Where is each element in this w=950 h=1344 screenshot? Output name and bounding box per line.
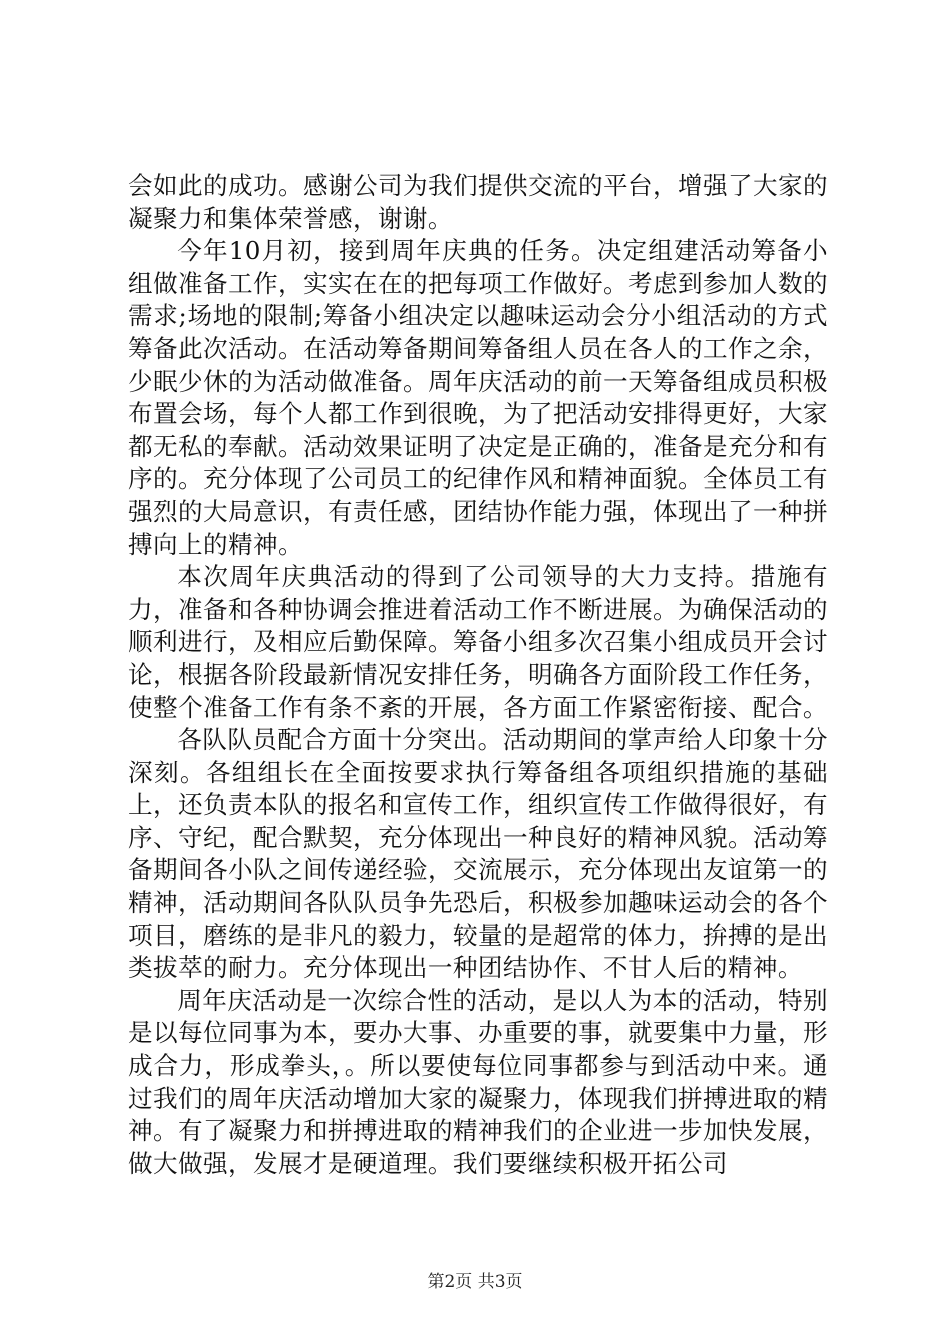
- paragraph-preparation: 今年10月初，接到周年庆典的任务。决定组建活动筹备小组做准备工作，实实在在的把每项工作做好。考虑到参加人数的需求;场地的限制;筹备小组决定以趣味运动会分小组活动的方式筹备此次活动。在活动筹备期间筹备组人员在各人的工作之余，少眠少休的为活动做准备。周年庆活动的前一天筹备组成员积极布置会场，每个人都工作到很晚，为了把活动安排得更好，大家都无私的奉献。活动效果证明了决定是正确的，准备是充分和有序的。充分体现了公司员工的纪律作风和精神面貌。全体员工有强烈的大局意识，有责任感，团结协作能力强，体现出了一种拼搏向上的精神。: [128, 236, 828, 559]
- paragraph-team-cooperation: 各队队员配合方面十分突出。活动期间的掌声给人印象十分深刻。各组组长在全面按要求执行筹备组各项组织措施的基础上，还负责本队的报名和宣传工作，组织宣传工作做得很好，有序、守纪，配合默契，充分体现出一种良好的精神风貌。活动筹备期间各小队之间传递经验，交流展示，充分体现出友谊第一的精神，活动期间各队队员争先恐后，积极参加趣味运动会的各个项目，磨练的是非凡的毅力，较量的是超常的体力，拚搏的是出类拔萃的耐力。充分体现出一种团结协作、不甘人后的精神。: [128, 725, 828, 983]
- document-body: [128, 170, 828, 1180]
- paragraph-leadership-support: 本次周年庆典活动的得到了公司领导的大力支持。措施有力，准备和各种协调会推进着活动工作不断进展。为确保活动的顺利进行，及相应后勤保障。筹备小组多次召集小组成员开会讨论，根据各阶段最新情况安排任务，明确各方面阶段工作任务，使整个准备工作有条不紊的开展，各方面工作紧密衔接、配合。: [128, 562, 828, 722]
- paragraph-continuation: 会如此的成功。感谢公司为我们提供交流的平台，增强了大家的凝聚力和集体荣誉感，谢谢。: [128, 171, 828, 233]
- page-number: 第2页 共3页: [427, 1272, 523, 1292]
- page-footer: [0, 1271, 950, 1293]
- paragraph-comprehensive-activity: 周年庆活动是一次综合性的活动，是以人为本的活动，特别是以每位同事为本，要办大事、办重要的事，就要集中力量，形成合力，形成拳头，。所以要使每位同事都参与到活动中来。通过我们的周年庆活动增加大家的凝聚力，体现我们拼搏进取的精神。有了凝聚力和拼搏进取的精神我们的企业进一步加快发展，做大做强，发展才是硬道理。我们要继续积极开拓公司: [128, 985, 828, 1178]
